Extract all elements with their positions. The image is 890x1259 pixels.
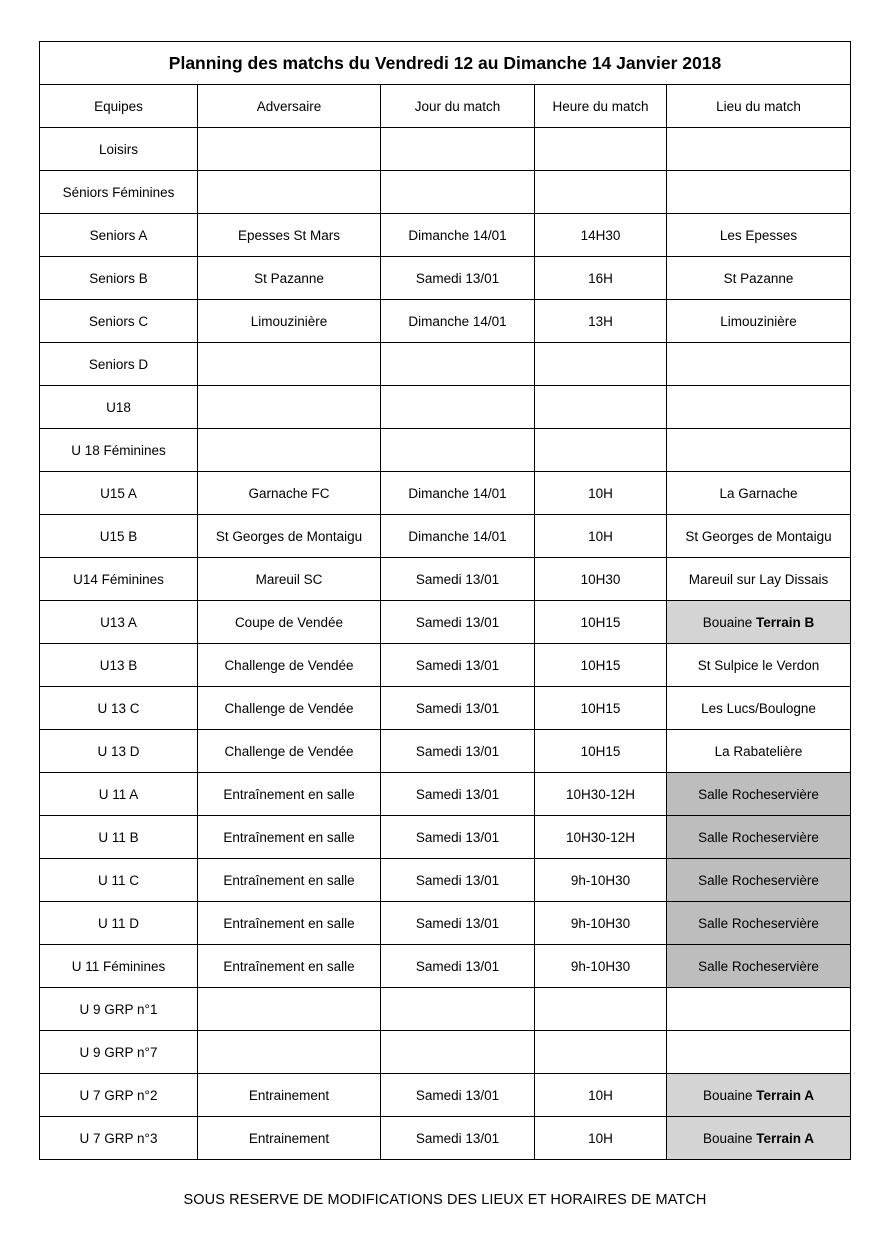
title-row bbox=[40, 42, 851, 85]
time-cell: 14H30 bbox=[535, 214, 667, 257]
column-header-equipes: Equipes bbox=[40, 85, 198, 128]
time-cell: 10H15 bbox=[535, 687, 667, 730]
day-cell: Samedi 13/01 bbox=[381, 601, 535, 644]
team-cell: U 11 Féminines bbox=[40, 945, 198, 988]
table-row bbox=[40, 214, 851, 257]
opponent-cell: Challenge de Vendée bbox=[198, 730, 381, 773]
table-row bbox=[40, 816, 851, 859]
place-cell bbox=[667, 515, 851, 558]
day-cell: Samedi 13/01 bbox=[381, 644, 535, 687]
team-cell: U 11 A bbox=[40, 773, 198, 816]
day-cell: Samedi 13/01 bbox=[381, 859, 535, 902]
team-cell: U18 bbox=[40, 386, 198, 429]
place-text: Bouaine bbox=[702, 1130, 757, 1146]
opponent-cell: Epesses St Mars bbox=[198, 214, 381, 257]
team-cell: Seniors C bbox=[40, 300, 198, 343]
table-row bbox=[40, 601, 851, 644]
day-cell: Dimanche 14/01 bbox=[381, 515, 535, 558]
day-cell: Samedi 13/01 bbox=[381, 1074, 535, 1117]
table-row bbox=[40, 1074, 851, 1117]
place-cell bbox=[667, 214, 851, 257]
place-cell bbox=[667, 644, 851, 687]
time-cell: 10H15 bbox=[535, 644, 667, 687]
table-row bbox=[40, 988, 851, 1031]
place-cell bbox=[667, 171, 851, 214]
place-text: St Pazanne bbox=[723, 270, 794, 286]
day-cell: Samedi 13/01 bbox=[381, 816, 535, 859]
team-cell: U 11 D bbox=[40, 902, 198, 945]
opponent-cell bbox=[198, 1031, 381, 1074]
place-cell bbox=[667, 128, 851, 171]
team-cell: Seniors D bbox=[40, 343, 198, 386]
time-cell: 16H bbox=[535, 257, 667, 300]
time-cell: 10H bbox=[535, 1074, 667, 1117]
team-cell: Loisirs bbox=[40, 128, 198, 171]
page-title: Planning des matchs du Vendredi 12 au Dimanche 14 Janvier 2018 bbox=[40, 42, 851, 85]
opponent-cell bbox=[198, 343, 381, 386]
team-cell: U 9 GRP n°7 bbox=[40, 1031, 198, 1074]
time-cell: 10H15 bbox=[535, 730, 667, 773]
place-cell bbox=[667, 773, 851, 816]
place-cell bbox=[667, 472, 851, 515]
place-text: Bouaine bbox=[702, 614, 757, 630]
header-row bbox=[40, 85, 851, 128]
place-cell bbox=[667, 816, 851, 859]
day-cell: Samedi 13/01 bbox=[381, 730, 535, 773]
opponent-cell bbox=[198, 429, 381, 472]
place-cell bbox=[667, 730, 851, 773]
table-row bbox=[40, 902, 851, 945]
table-row bbox=[40, 558, 851, 601]
time-cell: 9h-10H30 bbox=[535, 902, 667, 945]
table-row bbox=[40, 730, 851, 773]
time-cell bbox=[535, 343, 667, 386]
time-cell: 10H15 bbox=[535, 601, 667, 644]
place-cell bbox=[667, 558, 851, 601]
opponent-cell: St Georges de Montaigu bbox=[198, 515, 381, 558]
table-row bbox=[40, 773, 851, 816]
day-cell: Samedi 13/01 bbox=[381, 257, 535, 300]
team-cell: Seniors B bbox=[40, 257, 198, 300]
day-cell: Samedi 13/01 bbox=[381, 687, 535, 730]
table-row bbox=[40, 1117, 851, 1160]
team-cell: U 11 B bbox=[40, 816, 198, 859]
place-text: Limouzinière bbox=[720, 313, 797, 329]
time-cell: 13H bbox=[535, 300, 667, 343]
place-text: Salle Rocheservière bbox=[698, 786, 819, 802]
time-cell bbox=[535, 1031, 667, 1074]
place-cell bbox=[667, 687, 851, 730]
day-cell bbox=[381, 128, 535, 171]
day-cell bbox=[381, 988, 535, 1031]
column-header-adversaire: Adversaire bbox=[198, 85, 381, 128]
place-cell bbox=[667, 300, 851, 343]
table-row bbox=[40, 171, 851, 214]
team-cell: U 7 GRP n°2 bbox=[40, 1074, 198, 1117]
opponent-cell: Coupe de Vendée bbox=[198, 601, 381, 644]
time-cell: 10H30 bbox=[535, 558, 667, 601]
table-row bbox=[40, 1031, 851, 1074]
opponent-cell: Mareuil SC bbox=[198, 558, 381, 601]
team-cell: Seniors A bbox=[40, 214, 198, 257]
team-cell: U14 Féminines bbox=[40, 558, 198, 601]
column-header-lieu: Lieu du match bbox=[667, 85, 851, 128]
place-text: Bouaine bbox=[702, 1087, 757, 1103]
time-cell bbox=[535, 128, 667, 171]
place-text: Les Epesses bbox=[719, 227, 798, 243]
time-cell: 10H30-12H bbox=[535, 816, 667, 859]
place-cell bbox=[667, 601, 851, 644]
place-cell bbox=[667, 343, 851, 386]
opponent-cell: Challenge de Vendée bbox=[198, 644, 381, 687]
time-cell: 9h-10H30 bbox=[535, 859, 667, 902]
table-row bbox=[40, 515, 851, 558]
opponent-cell: Entrainement bbox=[198, 1074, 381, 1117]
team-cell: U 7 GRP n°3 bbox=[40, 1117, 198, 1160]
table-row bbox=[40, 945, 851, 988]
team-cell: Séniors Féminines bbox=[40, 171, 198, 214]
table-row bbox=[40, 429, 851, 472]
place-text: La Garnache bbox=[719, 485, 798, 501]
column-header-jour: Jour du match bbox=[381, 85, 535, 128]
team-cell: U 18 Féminines bbox=[40, 429, 198, 472]
column-header-heure: Heure du match bbox=[535, 85, 667, 128]
time-cell bbox=[535, 171, 667, 214]
place-field-label: Terrain B bbox=[756, 614, 815, 630]
table-row bbox=[40, 644, 851, 687]
day-cell bbox=[381, 171, 535, 214]
day-cell: Samedi 13/01 bbox=[381, 773, 535, 816]
day-cell: Dimanche 14/01 bbox=[381, 214, 535, 257]
time-cell: 10H30-12H bbox=[535, 773, 667, 816]
day-cell: Dimanche 14/01 bbox=[381, 300, 535, 343]
schedule-table bbox=[39, 41, 851, 1160]
place-field-label: Terrain A bbox=[756, 1087, 815, 1103]
table-body bbox=[40, 128, 851, 1160]
opponent-cell: Entraînement en salle bbox=[198, 859, 381, 902]
time-cell bbox=[535, 429, 667, 472]
opponent-cell: Entraînement en salle bbox=[198, 945, 381, 988]
opponent-cell bbox=[198, 988, 381, 1031]
opponent-cell bbox=[198, 386, 381, 429]
place-text: La Rabatelière bbox=[714, 743, 803, 759]
table-row bbox=[40, 859, 851, 902]
time-cell bbox=[535, 386, 667, 429]
opponent-cell: St Pazanne bbox=[198, 257, 381, 300]
team-cell: U13 A bbox=[40, 601, 198, 644]
team-cell: U15 A bbox=[40, 472, 198, 515]
time-cell: 10H bbox=[535, 1117, 667, 1160]
team-cell: U13 B bbox=[40, 644, 198, 687]
time-cell: 10H bbox=[535, 515, 667, 558]
day-cell: Samedi 13/01 bbox=[381, 945, 535, 988]
day-cell: Dimanche 14/01 bbox=[381, 472, 535, 515]
team-cell: U 9 GRP n°1 bbox=[40, 988, 198, 1031]
footnote: SOUS RESERVE DE MODIFICATIONS DES LIEUX ET HORAIRES DE MATCH bbox=[183, 1192, 707, 1208]
day-cell: Samedi 13/01 bbox=[381, 558, 535, 601]
day-cell bbox=[381, 1031, 535, 1074]
place-cell bbox=[667, 945, 851, 988]
opponent-cell: Entraînement en salle bbox=[198, 773, 381, 816]
table-row bbox=[40, 128, 851, 171]
time-cell: 10H bbox=[535, 472, 667, 515]
place-cell bbox=[667, 902, 851, 945]
team-cell: U15 B bbox=[40, 515, 198, 558]
day-cell bbox=[381, 429, 535, 472]
team-cell: U 11 C bbox=[40, 859, 198, 902]
day-cell bbox=[381, 386, 535, 429]
table-row bbox=[40, 687, 851, 730]
time-cell bbox=[535, 988, 667, 1031]
place-cell bbox=[667, 1031, 851, 1074]
table-row bbox=[40, 343, 851, 386]
place-text: Les Lucs/Boulogne bbox=[701, 700, 816, 716]
table-row bbox=[40, 257, 851, 300]
opponent-cell: Entraînement en salle bbox=[198, 902, 381, 945]
place-text: Salle Rocheservière bbox=[698, 958, 819, 974]
place-text: Salle Rocheservière bbox=[698, 872, 819, 888]
day-cell: Samedi 13/01 bbox=[381, 1117, 535, 1160]
place-cell bbox=[667, 1074, 851, 1117]
day-cell: Samedi 13/01 bbox=[381, 902, 535, 945]
place-text: Salle Rocheservière bbox=[698, 829, 819, 845]
place-cell bbox=[667, 429, 851, 472]
opponent-cell: Entraînement en salle bbox=[198, 816, 381, 859]
place-cell bbox=[667, 257, 851, 300]
place-text: St Georges de Montaigu bbox=[685, 528, 832, 544]
table-row bbox=[40, 472, 851, 515]
opponent-cell: Entrainement bbox=[198, 1117, 381, 1160]
place-field-label: Terrain A bbox=[756, 1130, 815, 1146]
place-text: Salle Rocheservière bbox=[698, 915, 819, 931]
place-cell bbox=[667, 1117, 851, 1160]
day-cell bbox=[381, 343, 535, 386]
opponent-cell: Limouzinière bbox=[198, 300, 381, 343]
team-cell: U 13 C bbox=[40, 687, 198, 730]
table-row bbox=[40, 386, 851, 429]
opponent-cell: Garnache FC bbox=[198, 472, 381, 515]
team-cell: U 13 D bbox=[40, 730, 198, 773]
schedule-sheet bbox=[39, 41, 850, 1160]
opponent-cell bbox=[198, 171, 381, 214]
opponent-cell bbox=[198, 128, 381, 171]
place-cell bbox=[667, 988, 851, 1031]
place-cell bbox=[667, 386, 851, 429]
place-cell bbox=[667, 859, 851, 902]
opponent-cell: Challenge de Vendée bbox=[198, 687, 381, 730]
table-row bbox=[40, 300, 851, 343]
time-cell: 9h-10H30 bbox=[535, 945, 667, 988]
place-text: St Sulpice le Verdon bbox=[697, 657, 820, 673]
place-text: Mareuil sur Lay Dissais bbox=[688, 571, 829, 587]
